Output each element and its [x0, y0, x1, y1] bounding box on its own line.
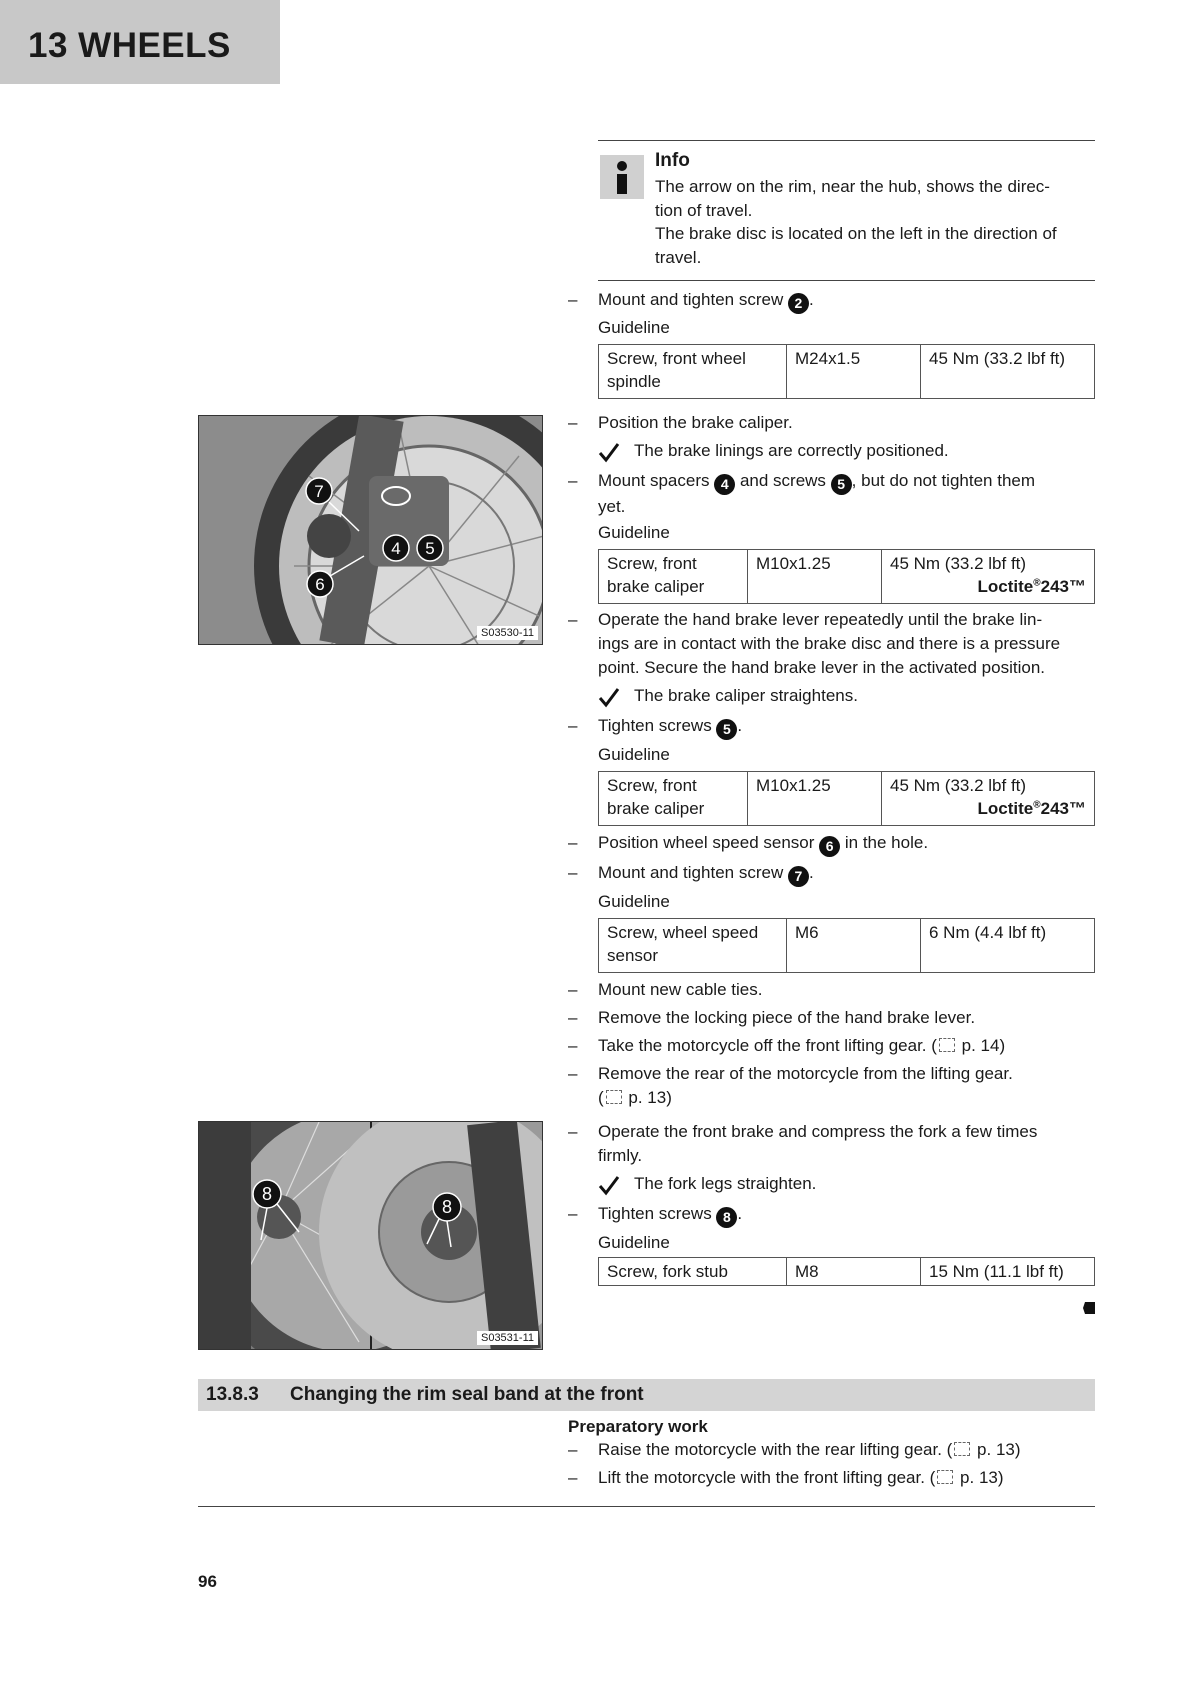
section-title: Changing the rim seal band at the front: [290, 1384, 644, 1405]
svg-text:4: 4: [391, 539, 401, 558]
step-text: Mount spacers 4 and screws 5 , but do not tighten them yet.: [598, 471, 1036, 516]
photo-code: S03530-11: [477, 626, 538, 640]
step-dash: –: [568, 1008, 578, 1027]
table-cell: Screw, front brake caliper: [599, 772, 748, 826]
info-line: The brake disc is located on the left in the direction of: [655, 224, 1057, 243]
step-text: Operate the hand brake lever repeatedly until the brake lin- ings are in contact with the brake disc and there is a pressure point. Secure the hand brake lever in the activated position.: [598, 610, 1061, 677]
step-dash: –: [568, 716, 578, 735]
callout-4: [383, 535, 409, 561]
step-text: Position the brake caliper.: [598, 413, 793, 432]
step-text: Take the motorcycle off the front lifting gear. ( p. 14): [598, 1036, 1006, 1055]
table-cell: 6 Nm (4.4 lbf ft): [921, 919, 1095, 973]
step-dash: –: [568, 833, 578, 852]
table-cell: M8: [787, 1258, 921, 1286]
torque-table-fork-stub: [598, 1257, 1095, 1286]
step-text: Mount and tighten screw 7 .: [598, 861, 1098, 887]
info-line: travel.: [655, 247, 702, 267]
page-reference-icon: [939, 1038, 955, 1052]
step-dash: –: [568, 1036, 578, 1055]
section-end-marker-icon: [1083, 1302, 1095, 1314]
step-text: Tighten screws 5 .: [598, 714, 1098, 740]
step-text: Raise the motorcycle with the rear lifting gear. ( p. 13): [598, 1440, 1021, 1459]
svg-text:6: 6: [315, 575, 325, 594]
svg-text:7: 7: [314, 482, 324, 501]
info-line: The arrow on the rim, near the hub, shows the direc-: [655, 177, 1050, 196]
step-dash: –: [568, 610, 578, 629]
step-dash: –: [568, 1440, 578, 1459]
table-cell: 45 Nm (33.2 lbf ft) Loctite®243™: [882, 550, 1095, 604]
page-reference-icon: [954, 1442, 970, 1456]
callout-6: [307, 571, 333, 597]
step-dash: –: [568, 1122, 578, 1141]
preparatory-work-title: Preparatory work: [568, 1417, 708, 1436]
section-divider: [198, 1506, 1095, 1507]
step-dash: –: [568, 863, 578, 882]
guideline-label: Guideline: [598, 892, 670, 911]
callout-7: [306, 478, 332, 504]
table-cell: M10x1.25: [748, 772, 882, 826]
guideline-label: Guideline: [598, 1233, 670, 1252]
table-cell: Screw, front brake caliper: [599, 550, 748, 604]
table-row: [599, 772, 1095, 826]
step-dash: –: [568, 413, 578, 432]
section-number: 13.8.3: [206, 1384, 259, 1405]
result-text: The brake linings are correctly positioned.: [634, 441, 949, 460]
table-cell: Screw, wheel speed sensor: [599, 919, 787, 973]
table-cell: Screw, fork stub: [599, 1258, 787, 1286]
callout-number: 5: [716, 719, 737, 740]
callout-number: 8: [716, 1207, 737, 1228]
page-number: 96: [198, 1572, 217, 1591]
checkmark-icon: [598, 441, 620, 463]
fork-stub-illustration: [199, 1122, 543, 1350]
callout-5: [417, 535, 443, 561]
callout-number: 4: [714, 474, 735, 495]
table-row: [599, 550, 1095, 604]
table-cell: M24x1.5: [787, 345, 921, 399]
checkmark-icon: [598, 686, 620, 708]
step-text: Position wheel speed sensor 6 in the hole.: [598, 831, 1098, 857]
step-text: Mount and tighten screw 2 .: [598, 288, 1098, 314]
photo-code: S03531-11: [477, 1331, 538, 1345]
step-dash: –: [568, 290, 578, 309]
torque-table-spindle: [598, 344, 1095, 399]
info-icon: [600, 155, 644, 199]
callout-number: 7: [788, 866, 809, 887]
table-cell: 45 Nm (33.2 lbf ft): [921, 345, 1095, 399]
torque-table-speed-sensor: [598, 918, 1095, 973]
page-reference-icon: [606, 1090, 622, 1104]
chapter-title: 13 WHEELS: [28, 26, 231, 65]
table-row: [599, 1258, 1095, 1286]
step-dash: –: [568, 1204, 578, 1223]
guideline-label: Guideline: [598, 318, 670, 337]
section-heading: [198, 1379, 1095, 1411]
info-box: [598, 140, 1095, 281]
table-row: [599, 345, 1095, 399]
wheel-caliper-illustration: [199, 416, 543, 645]
guideline-label: Guideline: [598, 523, 670, 542]
table-row: [599, 919, 1095, 973]
info-text: [655, 175, 1090, 269]
step-dash: –: [568, 1468, 578, 1487]
step-dash: –: [568, 471, 578, 490]
table-cell: 15 Nm (11.1 lbf ft): [921, 1258, 1095, 1286]
svg-text:8: 8: [261, 1184, 273, 1204]
info-title: Info: [655, 150, 690, 171]
result-text: The fork legs straighten.: [634, 1174, 817, 1193]
torque-table-caliper: [598, 549, 1095, 604]
callout-8-right: [433, 1193, 461, 1221]
table-cell: 45 Nm (33.2 lbf ft) Loctite®243™: [882, 772, 1095, 826]
step-text: Remove the rear of the motorcycle from the lifting gear. ( p. 13): [598, 1064, 1013, 1107]
info-line: tion of travel.: [655, 200, 753, 220]
table-cell: Screw, front wheel spindle: [599, 345, 787, 399]
step-text: Operate the front brake and compress the fork a few times firmly.: [598, 1122, 1038, 1165]
torque-table-caliper-2: [598, 771, 1095, 826]
guideline-label: Guideline: [598, 745, 670, 764]
page-reference-icon: [937, 1470, 953, 1484]
callout-8-left: [253, 1180, 281, 1208]
checkmark-icon: [598, 1174, 620, 1196]
step-text: Remove the locking piece of the hand brake lever.: [598, 1008, 976, 1027]
callout-number: 6: [819, 836, 840, 857]
callout-number: 5: [831, 474, 852, 495]
callout-number: 2: [788, 293, 809, 314]
chapter-header-tab: [0, 0, 280, 84]
step-dash: –: [568, 980, 578, 999]
step-dash: –: [568, 1064, 578, 1083]
photo-front-wheel-caliper: [198, 415, 543, 645]
table-cell: M10x1.25: [748, 550, 882, 604]
step-text: Lift the motorcycle with the front lifting gear. ( p. 13): [598, 1468, 1004, 1487]
svg-text:8: 8: [441, 1197, 453, 1217]
step-text: Tighten screws 8 .: [598, 1202, 1098, 1228]
result-text: The brake caliper straightens.: [634, 686, 858, 705]
step-text: Mount new cable ties.: [598, 980, 763, 999]
svg-text:5: 5: [425, 539, 435, 558]
photo-fork-stub-screws: [198, 1121, 543, 1350]
table-cell: M6: [787, 919, 921, 973]
